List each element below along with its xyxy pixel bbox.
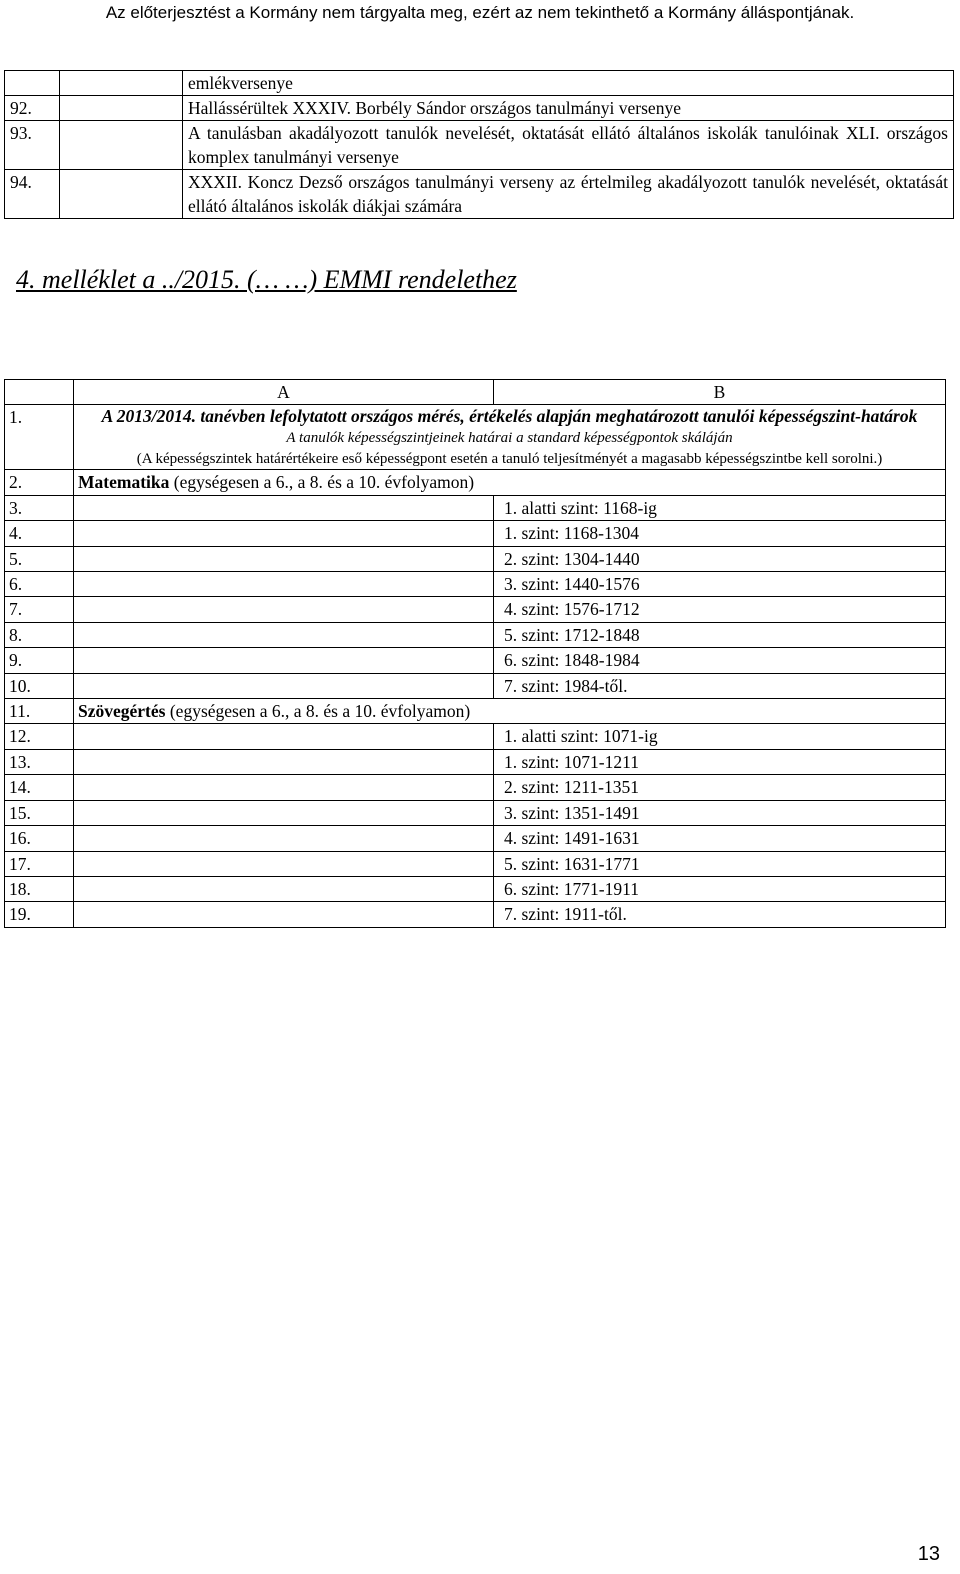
column-header-a: A bbox=[74, 380, 494, 405]
row-empty-cell bbox=[74, 495, 494, 520]
row-empty-cell bbox=[60, 96, 183, 121]
row-number: 16. bbox=[5, 826, 74, 851]
section-description: (egységesen a 6., a 8. és a 10. évfolyamon) bbox=[169, 472, 475, 493]
row-number: 7. bbox=[5, 597, 74, 622]
row-empty-cell bbox=[74, 648, 494, 673]
corner-cell bbox=[5, 380, 74, 405]
row-number bbox=[5, 71, 60, 96]
row-empty-cell bbox=[74, 775, 494, 800]
row-empty-cell bbox=[74, 826, 494, 851]
table-row bbox=[5, 170, 954, 219]
row-number: 6. bbox=[5, 572, 74, 597]
row-empty-cell bbox=[74, 902, 494, 927]
level-value: 7. szint: 1911-től. bbox=[494, 902, 946, 927]
competition-table bbox=[4, 70, 954, 219]
ability-levels-table bbox=[4, 379, 946, 928]
level-value: 6. szint: 1771-1911 bbox=[494, 876, 946, 901]
row-text: XXXII. Koncz Dezső országos tanulmányi verseny az értelmileg akadályozott tanulók nevelését, oktatását ellátó általános iskolák diákjai számára bbox=[183, 170, 954, 219]
table-row bbox=[5, 673, 946, 698]
row-number: 12. bbox=[5, 724, 74, 749]
table-row bbox=[5, 71, 954, 96]
level-value: 3. szint: 1351-1491 bbox=[494, 800, 946, 825]
row-number: 92. bbox=[5, 96, 60, 121]
row-empty-cell bbox=[74, 800, 494, 825]
row-empty-cell bbox=[74, 724, 494, 749]
level-value: 2. szint: 1304-1440 bbox=[494, 546, 946, 571]
row-empty-cell bbox=[74, 673, 494, 698]
section-heading bbox=[74, 470, 946, 495]
row-number: 2. bbox=[5, 470, 74, 495]
row-number: 14. bbox=[5, 775, 74, 800]
section-row-reading bbox=[5, 699, 946, 724]
row-empty-cell bbox=[60, 170, 183, 219]
page-number: 13 bbox=[917, 1543, 940, 1565]
row-number: 13. bbox=[5, 749, 74, 774]
section-description: (egységesen a 6., a 8. és a 10. évfolyamon) bbox=[165, 701, 471, 722]
table-row bbox=[5, 597, 946, 622]
table-note: (A képességszintek határértékeire eső képességpont esetén a tanuló teljesítményét a magasabb képességszintbe kell sorolni.) bbox=[136, 451, 883, 468]
table-row bbox=[5, 800, 946, 825]
level-value: 4. szint: 1576-1712 bbox=[494, 597, 946, 622]
row-empty-cell bbox=[74, 597, 494, 622]
reading-levels bbox=[5, 724, 946, 927]
table-row bbox=[5, 851, 946, 876]
row-number: 9. bbox=[5, 648, 74, 673]
column-header-row bbox=[5, 380, 946, 405]
row-empty-cell bbox=[60, 121, 183, 170]
section-heading bbox=[74, 699, 946, 724]
row-empty-cell bbox=[74, 622, 494, 647]
row-number: 93. bbox=[5, 121, 60, 170]
row-empty-cell bbox=[74, 521, 494, 546]
page-header: Az előterjesztést a Kormány nem tárgyalta meg, ezért az nem tekinthető a Kormány álláspontjának. bbox=[105, 3, 855, 22]
level-value: 5. szint: 1631-1771 bbox=[494, 851, 946, 876]
table-row bbox=[5, 572, 946, 597]
table-row bbox=[5, 521, 946, 546]
row-number: 8. bbox=[5, 622, 74, 647]
level-value: 2. szint: 1211-1351 bbox=[494, 775, 946, 800]
section-subject: Szövegértés bbox=[78, 701, 166, 722]
row-number: 5. bbox=[5, 546, 74, 571]
table-row bbox=[5, 546, 946, 571]
level-value: 5. szint: 1712-1848 bbox=[494, 622, 946, 647]
table-row bbox=[5, 902, 946, 927]
column-header-b: B bbox=[494, 380, 946, 405]
row-text: emlékversenye bbox=[183, 71, 954, 96]
table-row bbox=[5, 749, 946, 774]
row-number: 11. bbox=[5, 699, 74, 724]
section-subject: Matematika bbox=[78, 472, 170, 493]
row-empty-cell bbox=[60, 71, 183, 96]
level-value: 1. szint: 1071-1211 bbox=[494, 749, 946, 774]
level-value: 1. alatti szint: 1071-ig bbox=[494, 724, 946, 749]
table-row bbox=[5, 648, 946, 673]
level-value: 3. szint: 1440-1576 bbox=[494, 572, 946, 597]
row-number: 4. bbox=[5, 521, 74, 546]
level-value: 1. alatti szint: 1168-ig bbox=[494, 495, 946, 520]
math-levels bbox=[5, 495, 946, 698]
title-cell bbox=[74, 405, 946, 470]
table-row bbox=[5, 775, 946, 800]
table-row bbox=[5, 495, 946, 520]
section-row-math bbox=[5, 470, 946, 495]
level-value: 6. szint: 1848-1984 bbox=[494, 648, 946, 673]
row-text: Hallássérültek XXXIV. Borbély Sándor országos tanulmányi versenye bbox=[183, 96, 954, 121]
table-row bbox=[5, 622, 946, 647]
annex-title: 4. melléklet a ../2015. (… …) EMMI rendelethez bbox=[16, 265, 517, 294]
level-value: 7. szint: 1984-től. bbox=[494, 673, 946, 698]
row-number: 18. bbox=[5, 876, 74, 901]
table-row bbox=[5, 876, 946, 901]
table-title: A 2013/2014. tanévben lefolytatott országos mérés, értékelés alapján meghatározott tanulói képességszint-határok bbox=[101, 406, 918, 427]
table-subtitle: A tanulók képességszintjeinek határai a standard képességpontok skáláján bbox=[286, 430, 733, 447]
row-number: 17. bbox=[5, 851, 74, 876]
row-empty-cell bbox=[74, 876, 494, 901]
row-number: 10. bbox=[5, 673, 74, 698]
table-row bbox=[5, 826, 946, 851]
row-number: 3. bbox=[5, 495, 74, 520]
row-number: 15. bbox=[5, 800, 74, 825]
row-empty-cell bbox=[74, 572, 494, 597]
level-value: 1. szint: 1168-1304 bbox=[494, 521, 946, 546]
row-empty-cell bbox=[74, 546, 494, 571]
table-row bbox=[5, 724, 946, 749]
row-text: A tanulásban akadályozott tanulók nevelését, oktatását ellátó általános iskolák tanulóinak XLI. országos komplex tanulmányi versenye bbox=[183, 121, 954, 170]
title-row bbox=[5, 405, 946, 470]
row-number: 94. bbox=[5, 170, 60, 219]
level-value: 4. szint: 1491-1631 bbox=[494, 826, 946, 851]
row-number: 1. bbox=[5, 405, 74, 470]
row-empty-cell bbox=[74, 749, 494, 774]
table-row bbox=[5, 121, 954, 170]
row-empty-cell bbox=[74, 851, 494, 876]
row-number: 19. bbox=[5, 902, 74, 927]
table-row bbox=[5, 96, 954, 121]
